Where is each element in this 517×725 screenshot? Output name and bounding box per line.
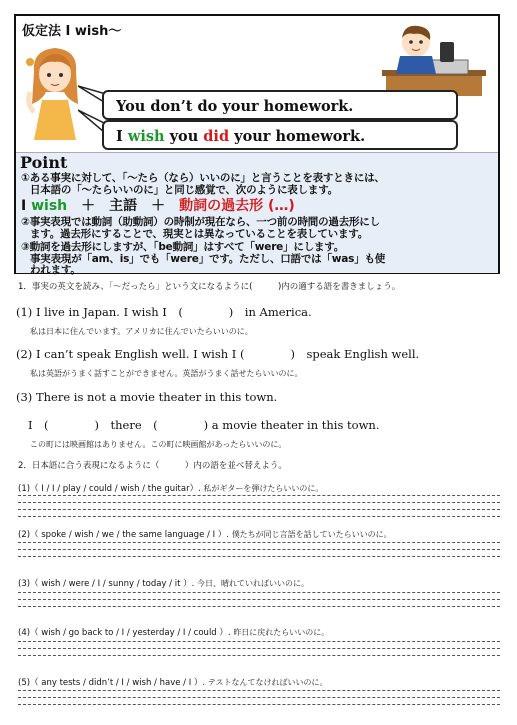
page-title: 仮定法 I wish～ [22,24,122,39]
point-line-3: ②事実表現では動詞（助動詞）の時制が現在なら、一つ前の時間の過去形にし [21,216,380,228]
point-line-1: ①ある事実に対して、「～たら（なら）いいのに」と言うことを表すときには、 [21,172,385,184]
q2-japanese: 私は英語がうまく話すことができません。英語がうまく話せたらいいのに。 [30,369,303,378]
answer-lines-1[interactable] [18,495,500,523]
answer-lines-4[interactable] [18,641,500,662]
reorder-item-3: (3)（ wish / were / I / sunny / today / it ）. 今日、晴れていればいいのに。 [18,579,310,589]
q1-japanese: 私は日本に住んでいます。アメリカに住んでいたらいいのに。 [30,327,253,336]
reorder-item-2: (2)（ spoke / wish / we / the same language / I ）. 僕たちが同じ言語を話していたらいいのに。 [18,530,392,540]
point-box [16,152,498,276]
q3-english: (3) There is not a movie theater in this town. [16,390,278,404]
point-line-6: 事実表現が「am、is」でも「were」です。ただし、口語では「was」も使 [30,253,386,265]
formula: I wish ＋ 主語 ＋ 動詞の過去形 (…) [21,198,295,214]
q3-japanese: この町には映画館はありません。この町に映画館があったらいいのに。 [30,440,287,449]
speech-bubble-wish: I wish you did your homework. [102,120,458,150]
q1-english: (1) I live in Japan. I wish I ( ) in America. [16,305,312,319]
reorder-item-5: (5)（ any tests / didn’t / I / wish / have / I ）. テストなんてなければいいのに。 [18,678,328,688]
point-line-7: われます。 [30,264,81,276]
grammar-panel [14,14,500,274]
answer-lines-2[interactable] [18,542,500,563]
point-line-5: ③動詞を過去形にしますが、「be動詞」はすべて「were」にします。 [21,241,345,253]
section1-instruction: 1．事実の英文を読み、「～だったら」という文になるように( )内の適する語を書きましょう。 [18,282,401,292]
point-line-4: ます。過去形にすることで、現実とは異なっていることを表しています。 [30,228,369,240]
speech-bubble-fact: You don’t do your homework. [102,90,458,120]
reorder-item-4: (4)（ wish / go back to / I / yesterday / I / could ）. 昨日に戻れたらいいのに。 [18,628,330,638]
q2-english: (2) I can’t speak English well. I wish I ( ) speak English well. [16,347,420,361]
girl-illustration [24,42,86,142]
point-title: Point [20,153,68,172]
point-line-2: 日本語の「～たらいいのに」と同じ感覚で、次のように表します。 [30,184,338,196]
section2-instruction: 2．日本語に合う表現になるように（ ）内の語を並べ替えよう。 [18,461,287,471]
reorder-item-1: (1)（ I / I / play / could / wish / the guitar）. 私がギターを弾けたらいいのに。 [18,484,324,494]
q3-english-line2: I ( ) there ( ) a movie theater in this town. [28,418,380,432]
answer-lines-5[interactable] [18,690,500,711]
answer-lines-3[interactable] [18,592,500,613]
